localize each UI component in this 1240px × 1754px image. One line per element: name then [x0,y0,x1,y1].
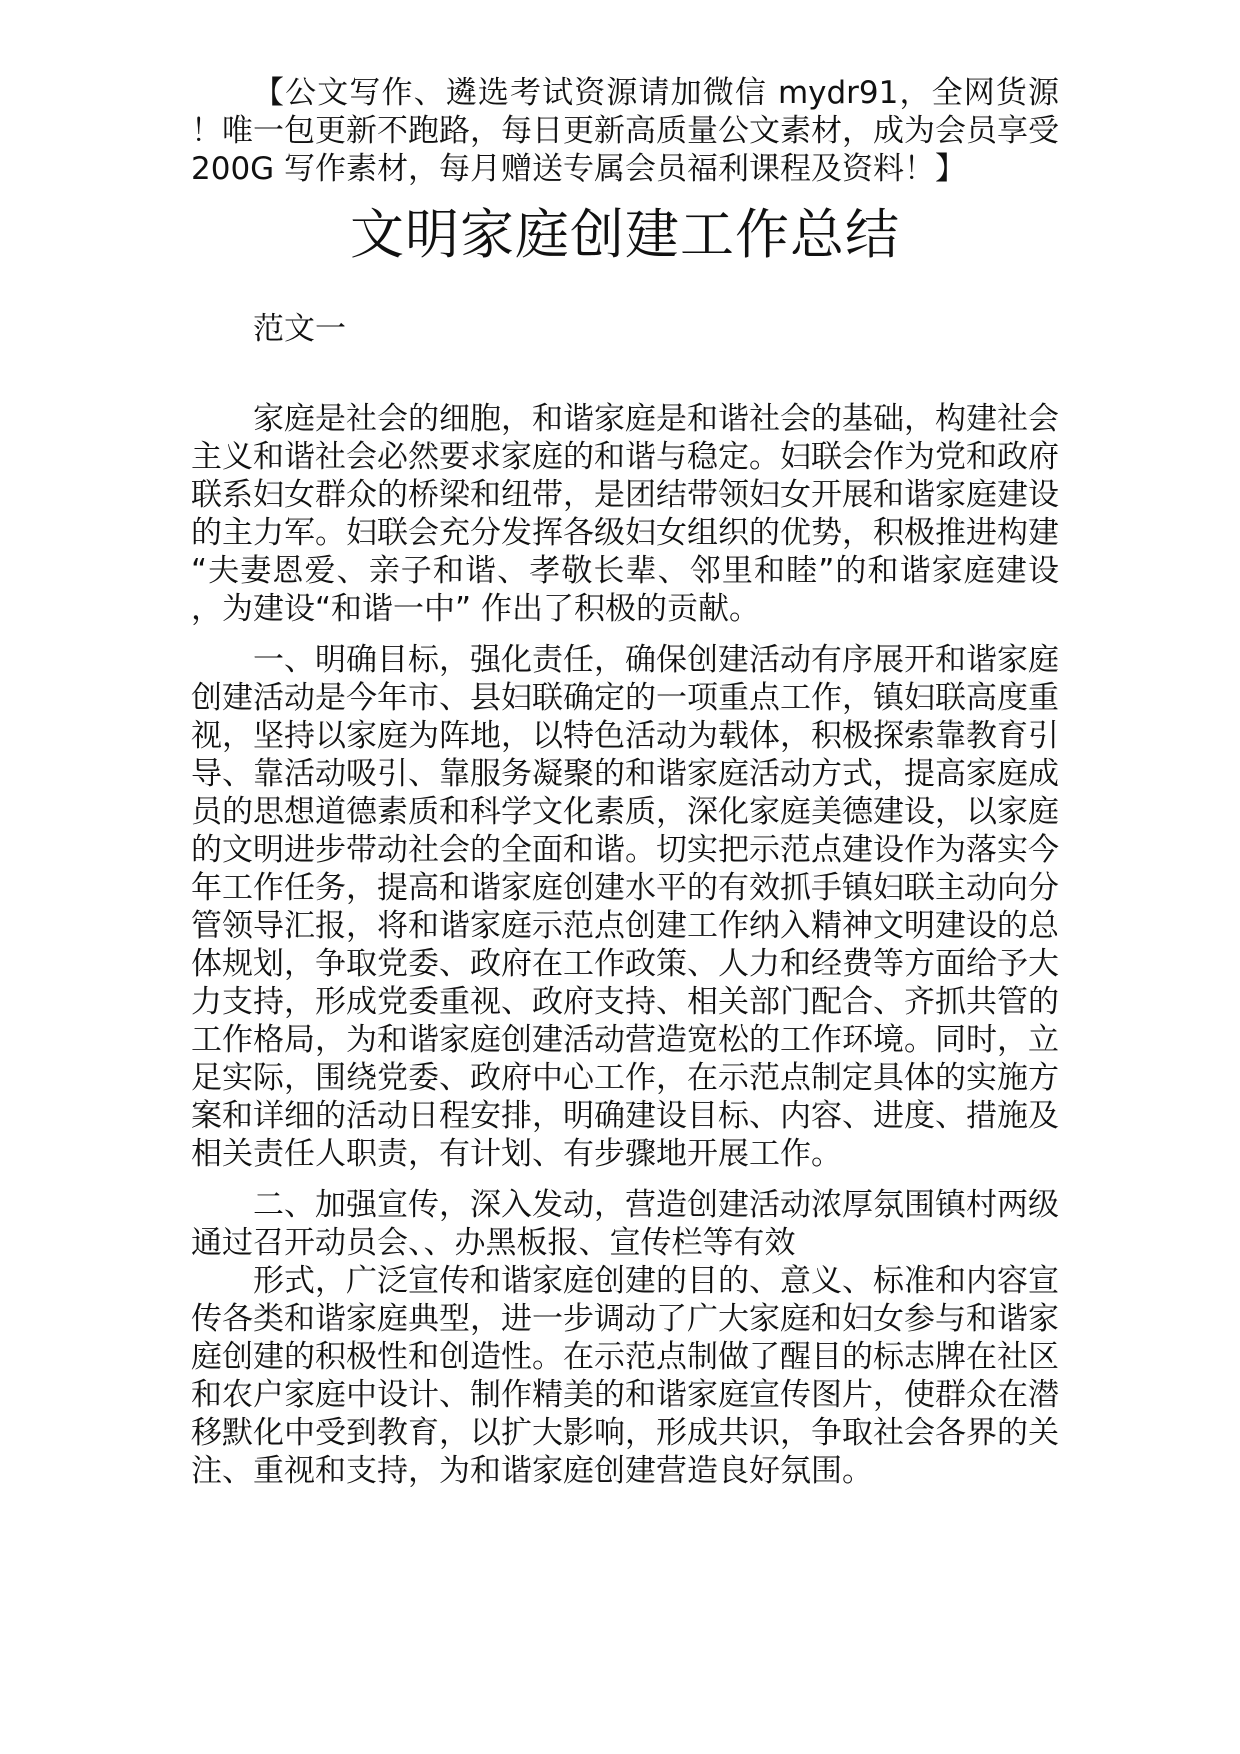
resource-notice: 【公文写作、遴选考试资源请加微信 mydr91，全网货源！唯一包更新不跑路，每日更新高质量公文素材，成为会员享受 200G 写作素材，每月赠送专属会员福利课程及资料！】 [191,75,1059,187]
body-paragraph-section-one: 一、明确目标，强化责任，确保创建活动有序展开和谐家庭创建活动是今年市、县妇联确定的一项重点工作，镇妇联高度重视，坚持以家庭为阵地，以特色活动为载体，积极探索靠教育引导、靠活动吸引、靠服务凝聚的和谐家庭活动方式，提高家庭成员的思想道德素质和科学文化素质，深化家庭美德建设，以家庭的文明进步带动社会的全面和谐。切实把示范点建设作为落实今年工作任务，提高和谐家庭创建水平的有效抓手镇妇联主动向分管领导汇报，将和谐家庭示范点创建工作纳入精神文明建设的总体规划，争取党委、政府在工作政策、人力和经费等方面给予大力支持，形成党委重视、政府支持、相关部门配合、齐抓共管的工作格局，为和谐家庭创建活动营造宽松的工作环境。同时，立足实际，围绕党委、政府中心工作，在示范点制定具体的实施方案和详细的活动日程安排，明确建设目标、内容、进度、措施及相关责任人职责，有计划、有步骤地开展工作。 [191,642,1059,1172]
document-page [191,74,1059,1490]
document-title: 文明家庭创建工作总结 [350,203,900,266]
body-paragraph-section-two: 二、加强宣传，深入发动，营造创建活动浓厚氛围镇村两级通过召开动员会、、办黑板报、宣传栏等有效 [191,1187,1059,1261]
body-paragraph-section-two-continued: 形式，广泛宣传和谐家庭创建的目的、意义、标准和内容宣传各类和谐家庭典型，进一步调动了广大家庭和妇女参与和谐家庭创建的积极性和创造性。在示范点制做了醒目的标志牌在社区和农户家庭中设计、制作精美的和谐家庭宣传图片，使群众在潜移默化中受到教育，以扩大影响，形成共识，争取社会各界的关注、重视和支持，为和谐家庭创建营造良好氛围。 [191,1263,1059,1489]
sample-label: 范文一 [253,311,346,347]
body-paragraph-intro: 家庭是社会的细胞，和谐家庭是和谐社会的基础，构建社会主义和谐社会必然要求家庭的和谐与稳定。妇联会作为党和政府联系妇女群众的桥梁和纽带，是团结带领妇女开展和谐家庭建设的主力军。妇联会充分发挥各级妇女组织的优势，积极推进构建“夫妻恩爱、亲子和谐、孝敬长辈、邻里和睦”的和谐家庭建设，为建设“和谐一中” 作出了积极的贡献。 [191,401,1059,627]
